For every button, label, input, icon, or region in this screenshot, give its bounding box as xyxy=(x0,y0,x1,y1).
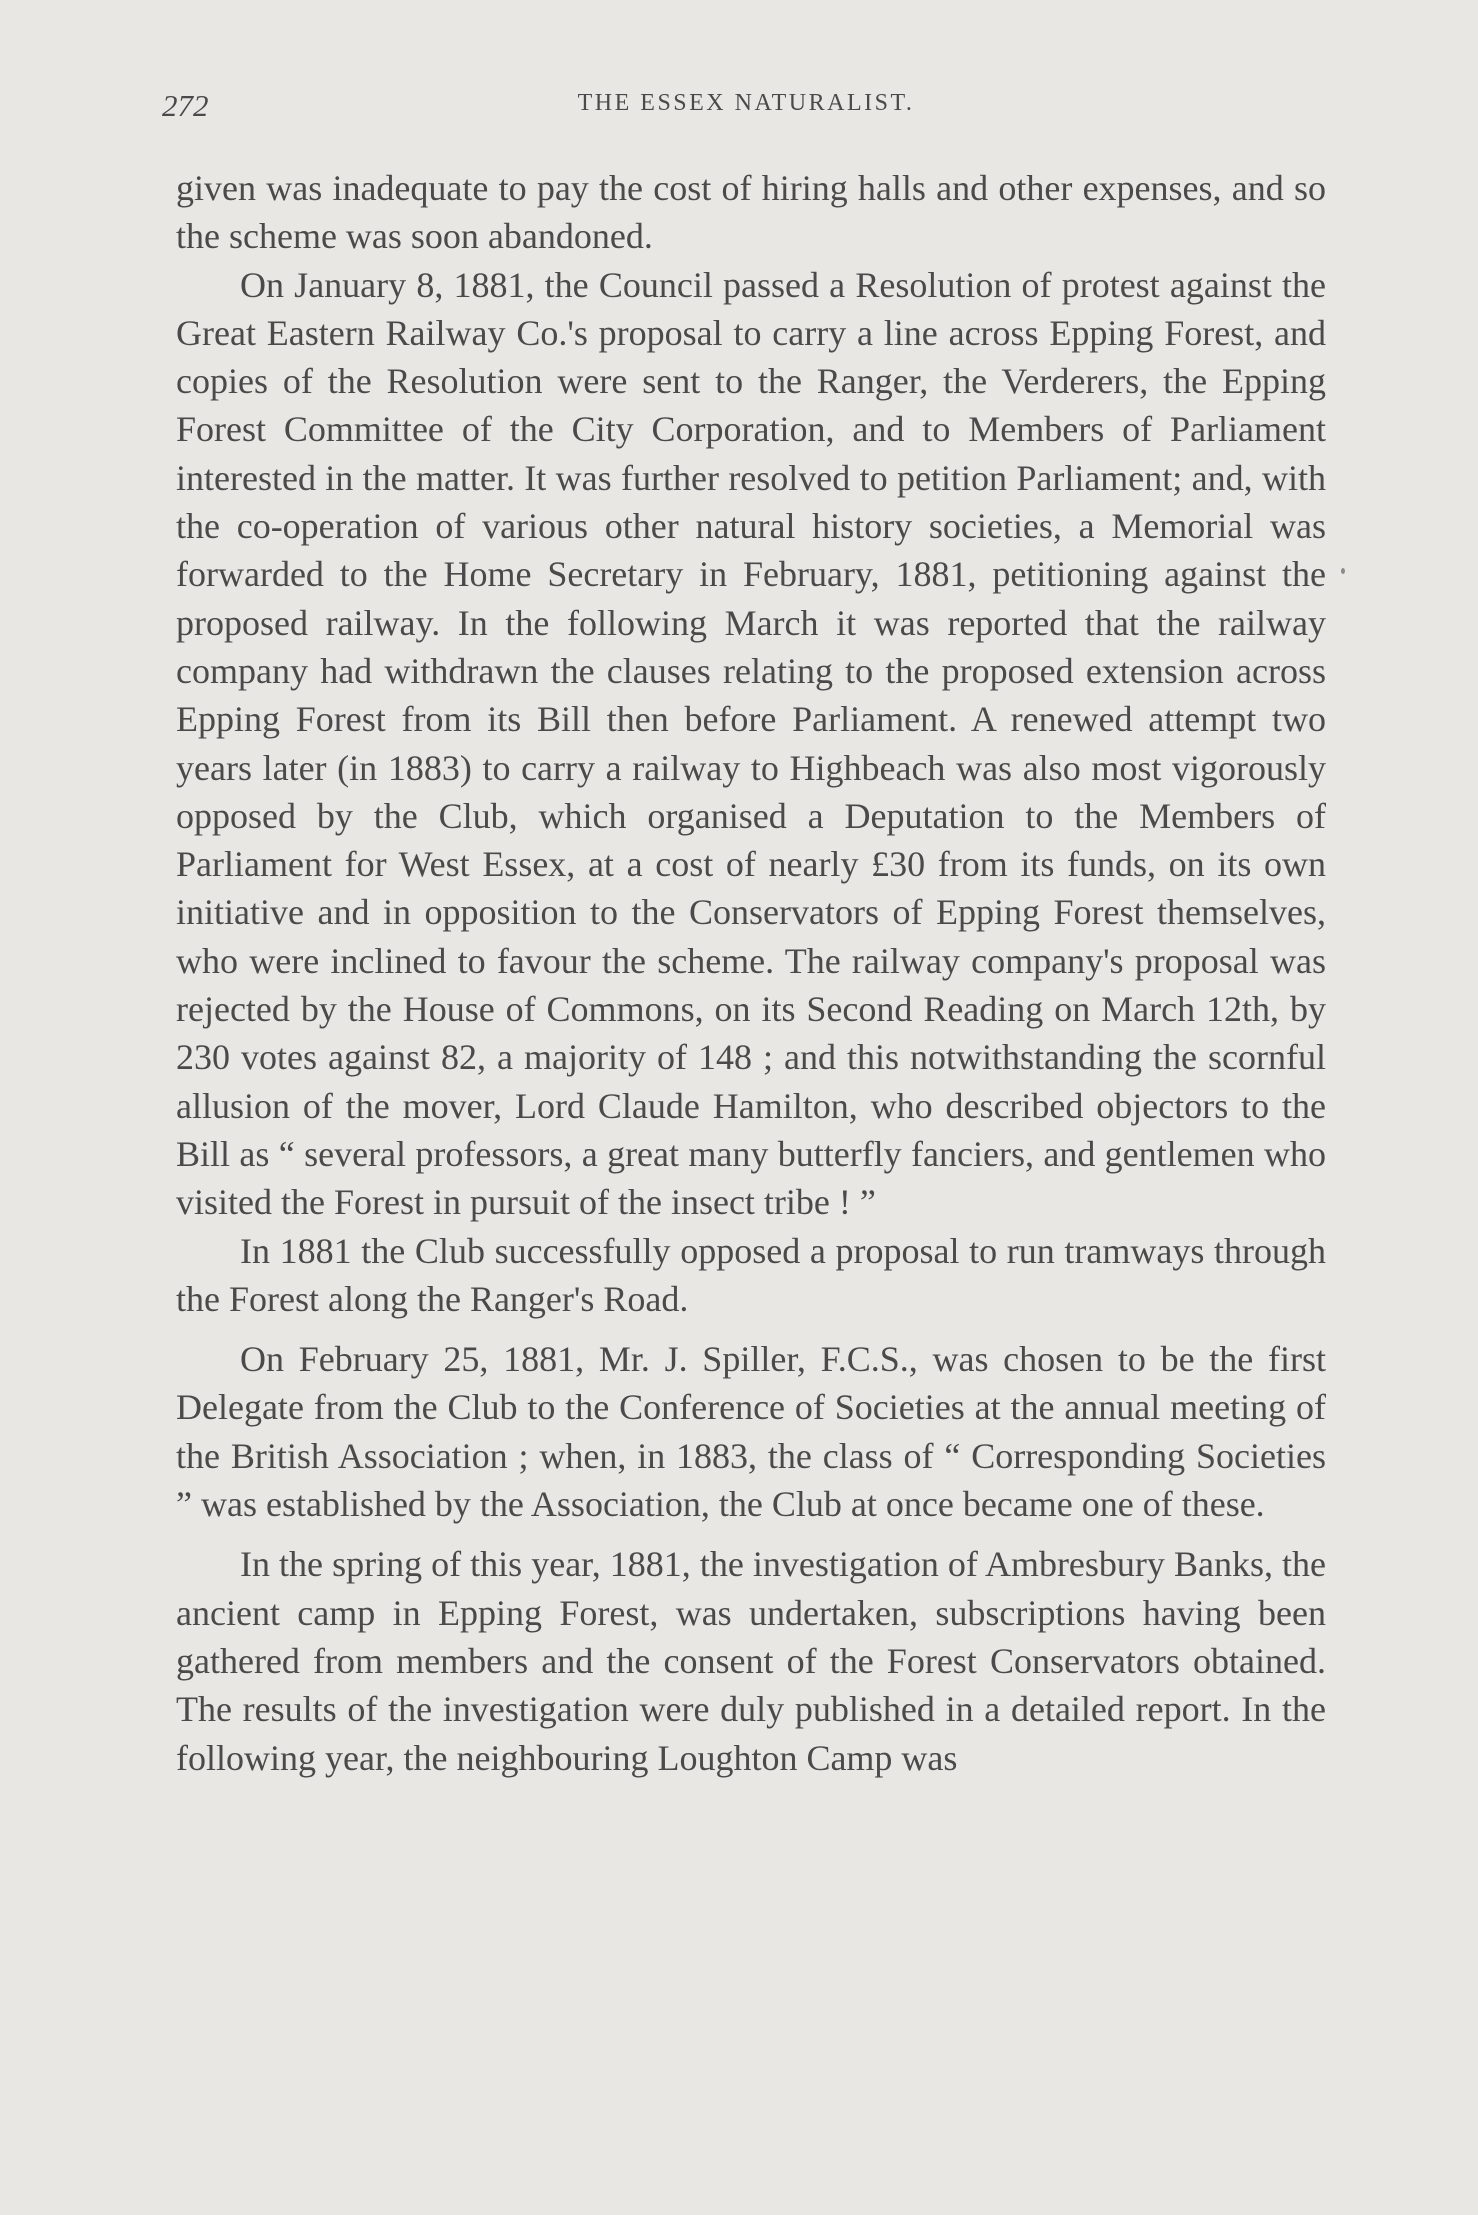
paragraph-railway-protest: On January 8, 1881, the Council passed a Resolution of protest against the Great Eastern Railway Co.'s proposal to carry a line across Epping Forest, and copies of the Resolution were sent to the Ranger, the Verderers, the Epping Forest Committee of the City Corporation, and to Members of Parliament interested in the matter. It was further resolved to petition Parliament; and, with the co-operation of various other natural history societies, a Memorial was forwarded to the Home Secretary in February, 1881, petitioning against the proposed railway. In the following March it was reported that the railway company had withdrawn the clauses relating to the proposed extension across Epping Forest from its Bill then before Parliament. A renewed attempt two years later (in 1883) to carry a railway to Highbeach was also most vigorously opposed by the Club, which organised a Deputation to the Members of Parliament for West Essex, at a cost of nearly £30 from its funds, on its own initiative and in opposition to the Conservators of Epping Forest themselves, who were inclined to favour the scheme. The railway company's proposal was rejected by the House of Commons, on its Second Reading on March 12th, by 230 votes against 82, a majority of 148 ; and this notwithstanding the scornful allusion of the mover, Lord Claude Hamilton, who described objectors to the Bill as “ several professors, a great many butterfly fanciers, and gentlemen who visited the Forest in pursuit of the insect tribe ! ” xyxy=(176,264,1326,1223)
paragraph-tramways: In 1881 the Club successfully opposed a proposal to run tramways through the Forest along the Ranger's Road. xyxy=(176,1230,1326,1319)
paragraph-delegate: On February 25, 1881, Mr. J. Spiller, F.C.S., was chosen to be the first Delegate from the Club to the Conference of Societies at the annual meeting of the British Association ; when, in 1883, the class of “ Corresponding Societies ” was established by the Association, the Club at once became one of these. xyxy=(176,1339,1326,1525)
running-head xyxy=(162,88,1330,128)
paper-speck xyxy=(1341,568,1345,574)
page-number: 272 xyxy=(162,88,209,123)
body-text xyxy=(176,164,1326,1782)
running-title: THE ESSEX NATURALIST. xyxy=(577,90,915,116)
paragraph-ambresbury-banks: In the spring of this year, 1881, the investigation of Ambresbury Banks, the ancient camp in Epping Forest, was undertaken, subscriptions having been gathered from members and the consent of the Forest Conservators obtained. The results of the investigation were duly published in a detailed report. In the following year, the neighbouring Loughton Camp was xyxy=(176,1544,1326,1778)
paragraph-continued: given was inadequate to pay the cost of hiring halls and other expenses, and so the scheme was soon abandoned. xyxy=(176,168,1326,257)
